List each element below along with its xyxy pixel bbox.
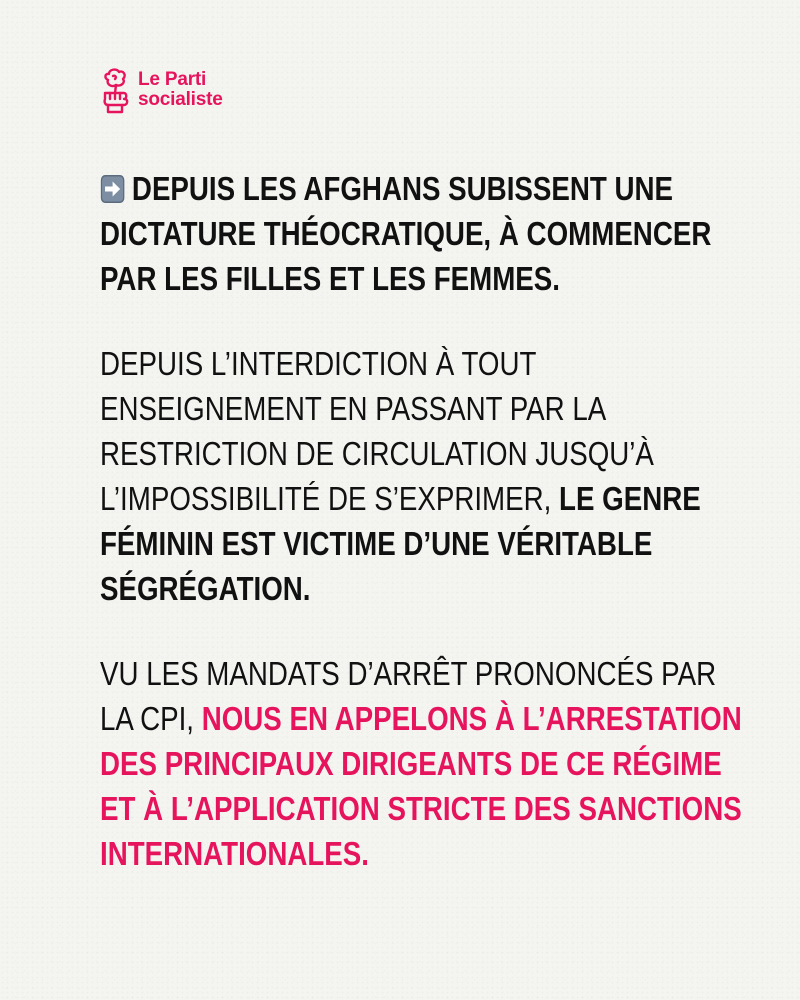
paragraph-3-call-to-action: NOUS EN APPELONS À L’ARRESTATION DES PRINCIPAUX DIRIGEANTS DE CE RÉGIME ET À L’APPLICATION STRICTE DES SANCTIONS INTERNATIONALES. — [100, 700, 742, 872]
logo-wordmark — [138, 70, 223, 110]
logo-line-1: Le Parti — [138, 69, 207, 90]
right-arrow-icon — [100, 174, 125, 204]
paragraph-3-text: VU LES MANDATS D’ARRÊT PRONONCÉS PAR LA CPI, — [100, 655, 717, 737]
paragraph-1-text: DEPUIS LES AFGHANS SUBISSENT UNE DICTATURE THÉOCRATIQUE, À COMMENCER PAR LES FILLES ET LES FEMMES. — [100, 170, 712, 297]
paragraph-3 — [100, 651, 755, 876]
post-text — [100, 166, 742, 916]
rose-fist-icon — [98, 66, 132, 114]
logo-line-2: socialiste — [138, 89, 223, 110]
paragraph-2-text: DEPUIS L’INTERDICTION À TOUT ENSEIGNEMENT EN PASSANT PAR LA RESTRICTION DE CIRCULATION JUSQU’À L’IMPOSSIBILITÉ DE S’EXPRIMER, — [100, 345, 654, 517]
party-logo — [98, 66, 223, 114]
paragraph-2 — [100, 341, 755, 611]
paragraph-2-emphasis: LE GENRE FÉMININ EST VICTIME D’UNE VÉRITABLE SÉGRÉGATION. — [100, 480, 701, 607]
paragraph-1 — [100, 166, 755, 301]
